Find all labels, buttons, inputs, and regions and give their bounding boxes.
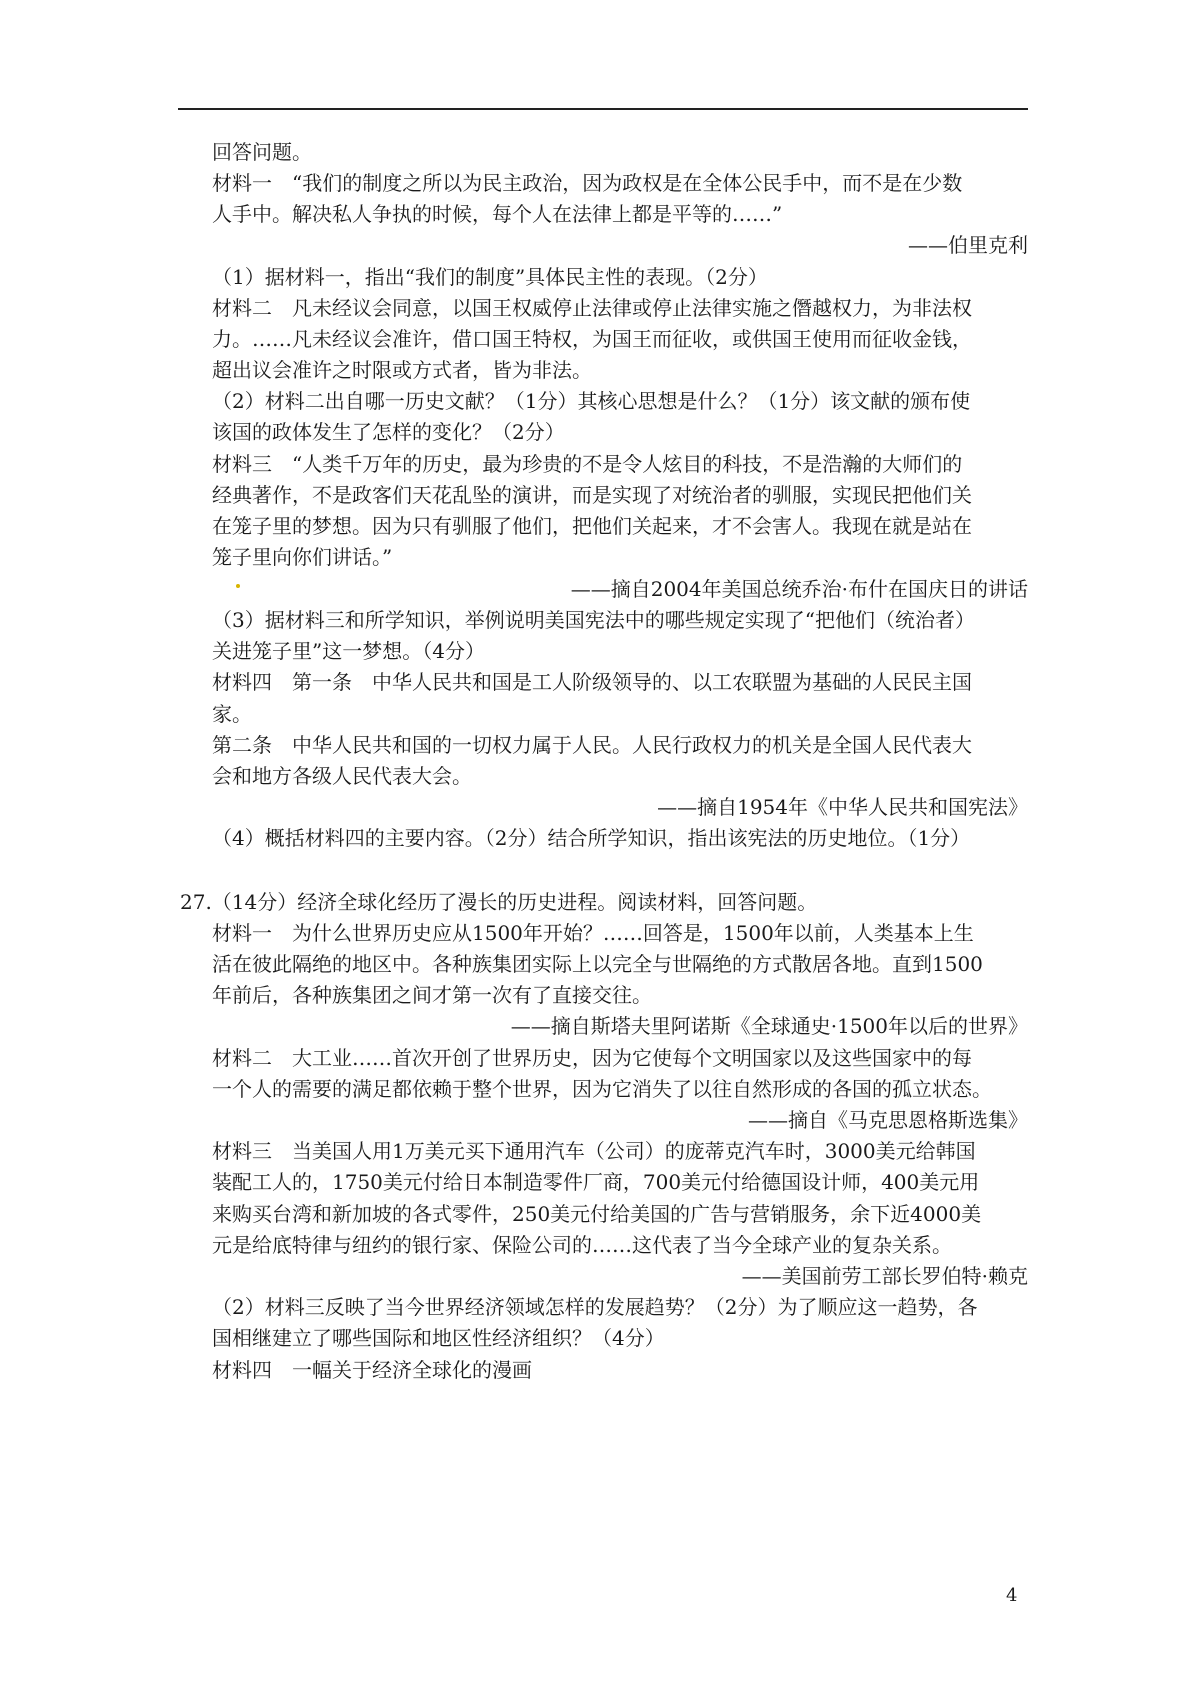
material-2-line: 超出议会准许之时限或方式者，皆为非法。 xyxy=(212,358,592,382)
q27-material-1-line: 年前后，各种族集团之间才第一次有了直接交往。 xyxy=(212,983,652,1007)
q27-question-2: （2）材料三反映了当今世界经济领域怎样的发展趋势？（2分）为了顺应这一趋势，各 xyxy=(212,1295,978,1319)
material-4-line: 会和地方各级人民代表大会。 xyxy=(212,764,472,788)
material-3-line: 在笼子里的梦想。因为只有驯服了他们，把他们关起来，才不会害人。我现在就是站在 xyxy=(212,514,972,538)
material-1-quote-line: 材料一 “我们的制度之所以为民主政治，因为政权是在全体公民手中，而不是在少数 xyxy=(212,171,963,195)
question-4: （4）概括材料四的主要内容。（2分）结合所学知识，指出该宪法的历史地位。（1分） xyxy=(212,826,971,850)
question-2: 该国的政体发生了怎样的变化？（2分） xyxy=(212,420,565,444)
material-3-line: 笼子里向你们讲话。” xyxy=(212,545,393,569)
question-3: 关进笼子里”这一梦想。（4分） xyxy=(212,639,485,663)
material-3-line: 经典著作，不是政客们天花乱坠的演讲，而是实现了对统治者的驯服，实现民把他们关 xyxy=(212,483,972,507)
source-attribution: ——美国前劳工部长罗伯特·赖克 xyxy=(741,1264,1028,1288)
question-1: （1）据材料一，指出“我们的制度”具体民主性的表现。（2分） xyxy=(212,265,768,289)
material-3-line: 材料三 “人类千万年的历史，最为珍贵的不是令人炫目的科技，不是浩瀚的大师们的 xyxy=(212,452,963,476)
source-attribution: ——摘自斯塔夫里阿诺斯《全球通史·1500年以后的世界》 xyxy=(510,1014,1028,1038)
q27-question-2: 国相继建立了哪些国际和地区性经济组织？（4分） xyxy=(212,1326,665,1350)
q27-material-3-line: 装配工人的，1750美元付给日本制造零件厂商，700美元付给德国设计师，400美元用 xyxy=(212,1170,980,1194)
text-line: 回答问题。 xyxy=(212,140,312,164)
material-1-quote-line: 人手中。解决私人争执的时候，每个人在法律上都是平等的……” xyxy=(212,202,783,226)
material-2-line: 材料二 凡未经议会同意，以国王权威停止法律或停止法律实施之僭越权力，为非法权 xyxy=(212,296,972,320)
material-4-line: 材料四 第一条 中华人民共和国是工人阶级领导的、以工农联盟为基础的人民民主国 xyxy=(212,670,972,694)
q27-material-3-line: 材料三 当美国人用1万美元买下通用汽车（公司）的庞蒂克汽车时，3000美元给韩国 xyxy=(212,1139,976,1163)
ink-speck xyxy=(236,584,240,588)
source-attribution: ——摘自2004年美国总统乔治·布什在国庆日的讲话 xyxy=(570,577,1028,601)
q27-material-4-line: 材料四 一幅关于经济全球化的漫画 xyxy=(212,1358,532,1382)
q27-material-1-line: 材料一 为什么世界历史应从1500年开始？……回答是，1500年以前，人类基本上生 xyxy=(212,921,974,945)
source-attribution: ——摘自《马克思恩格斯选集》 xyxy=(748,1108,1028,1132)
header-rule xyxy=(178,108,1028,110)
q27-material-2-line: 材料二 大工业……首次开创了世界历史，因为它使每个文明国家以及这些国家中的每 xyxy=(212,1046,972,1070)
source-attribution: ——伯里克利 xyxy=(908,233,1028,257)
material-4-line: 第二条 中华人民共和国的一切权力属于人民。人民行政权力的机关是全国人民代表大 xyxy=(212,733,972,757)
q27-material-3-line: 元是给底特律与纽约的银行家、保险公司的……这代表了当今全球产业的复杂关系。 xyxy=(212,1233,952,1257)
material-2-line: 力。……凡未经议会准许，借口国王特权，为国王而征收，或供国王使用而征收金钱， xyxy=(212,327,972,351)
page-number: 4 xyxy=(1006,1585,1018,1606)
question-3: （3）据材料三和所学知识，举例说明美国宪法中的哪些规定实现了“把他们（统治者） xyxy=(212,608,975,632)
question-2: （2）材料二出自哪一历史文献？（1分）其核心思想是什么？（1分）该文献的颁布使 xyxy=(212,389,971,413)
q27-material-1-line: 活在彼此隔绝的地区中。各种族集团实际上以完全与世隔绝的方式散居各地。直到1500 xyxy=(212,952,983,976)
source-attribution: ——摘自1954年《中华人民共和国宪法》 xyxy=(657,795,1028,819)
q27-material-2-line: 一个人的需要的满足都依赖于整个世界，因为它消失了以往自然形成的各国的孤立状态。 xyxy=(212,1077,992,1101)
material-4-line: 家。 xyxy=(212,702,252,726)
question-27-heading: 27.（14分）经济全球化经历了漫长的历史进程。阅读材料，回答问题。 xyxy=(180,890,818,914)
q27-material-3-line: 来购买台湾和新加坡的各式零件，250美元付给美国的广告与营销服务，余下近4000美 xyxy=(212,1202,982,1226)
